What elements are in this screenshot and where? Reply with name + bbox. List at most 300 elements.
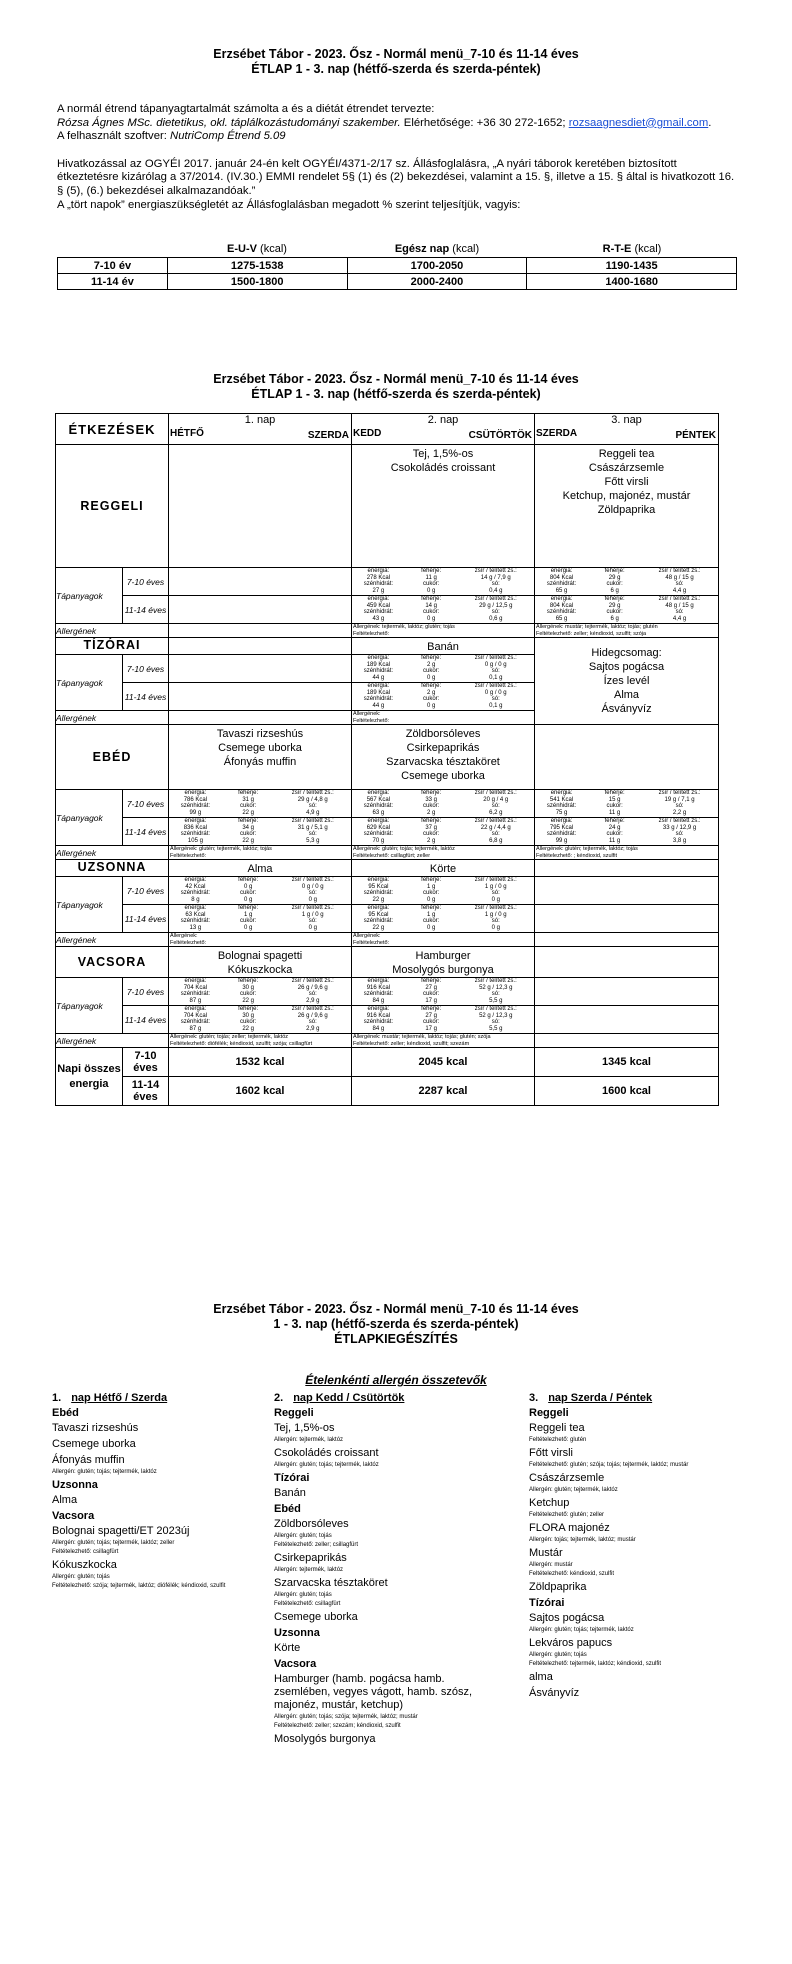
- nutrient-value: 0,1 g: [489, 674, 503, 681]
- nutrient-value: 27 g: [425, 984, 437, 991]
- allergen-line: Allergén: mustár: [529, 1562, 573, 1568]
- nutrient-value: zsír / telített zs.:: [474, 818, 517, 824]
- assumed-allergen-text: Feltételezhető: zeller; kéndioxid, szulfit; szezám: [353, 1040, 470, 1047]
- meal-row-uzsonna: [56, 860, 719, 877]
- total-kcal: 2045 kcal: [352, 1048, 535, 1077]
- nutrient-value: zsír / telített zs.:: [474, 568, 517, 574]
- nutrient-value: 105 g: [187, 837, 203, 844]
- nutrient-value: cukor:: [422, 609, 440, 616]
- dish-name: Szarvacska tésztaköret: [386, 756, 500, 768]
- nutrient-value: 916 Kcal: [366, 1012, 391, 1019]
- nutrient-row: [56, 978, 719, 1006]
- meal-heading: Uzsonna: [274, 1627, 320, 1639]
- assumed-allergen-text: Feltételezhető:: [353, 717, 390, 724]
- header-1-line1: Erzsébet Tábor - 2023. Ősz - Normál menü_7-10 és 11-14 éves: [213, 47, 579, 61]
- nutrient-value: 3,8 g: [672, 837, 687, 844]
- allergens-day2: [352, 711, 535, 725]
- nutrient-value: cukor:: [422, 831, 440, 838]
- nutrient-value: cukor:: [239, 890, 257, 897]
- nutrient-value: 0 g: [491, 896, 500, 903]
- age-label: 7-10 éves: [123, 790, 169, 818]
- allergens-day2: [352, 846, 535, 860]
- nutrient-value: zsír / telített zs.:: [474, 596, 517, 602]
- nutrient-value: 278 Kcal: [366, 574, 391, 581]
- dish-name: Bolognai spagetti: [217, 950, 303, 962]
- meal-ebed-day2: [352, 725, 535, 790]
- allergen-row: [56, 1034, 719, 1048]
- nutrient-value: zsír / telített zs.:: [474, 877, 517, 883]
- nutrient-value: zsír / telített zs.:: [291, 790, 334, 796]
- header-1: [0, 47, 792, 77]
- nutrient-value: 84 g: [372, 1025, 385, 1032]
- allergen-line: Feltételezhető: glutén; zeller: [529, 1512, 605, 1518]
- nutrient-value: cukor:: [239, 831, 257, 838]
- dish-list: [169, 947, 351, 977]
- meal-uzsonna-day2: [352, 860, 535, 877]
- nutrient-grid: [169, 978, 351, 1004]
- nutrient-value: 0 g: [308, 924, 317, 931]
- dish-name: Tej, 1,5%-os: [412, 448, 474, 460]
- nutrient-value: zsír / telített zs.:: [291, 1006, 334, 1012]
- nutrient-value: 29 g: [608, 574, 621, 581]
- nutrient-value: 0 g: [243, 924, 253, 931]
- nutrient-value: 48 g / 15 g: [665, 574, 694, 581]
- nutrient-grid: [352, 818, 534, 844]
- dish-name: Kókuszkocka: [227, 964, 293, 976]
- nutrient-value: zsír / telített zs.:: [474, 790, 517, 796]
- dish-name: Csokoládés croissant: [390, 462, 496, 474]
- nutrient-value: 20 g / 4 g: [483, 796, 509, 803]
- nutrient-value: 804 Kcal: [549, 602, 574, 609]
- nutrient-value: energia:: [367, 1006, 390, 1012]
- food-name: Mosolygós burgonya: [274, 1733, 376, 1745]
- nutrient-grid: [169, 818, 351, 844]
- nutrient-value: 916 Kcal: [366, 984, 391, 991]
- nutrient-value: fehérje:: [238, 978, 259, 984]
- dish-list: [169, 860, 351, 876]
- allergen-col-day2: [274, 1392, 494, 1746]
- nutrient-value: 11 g: [608, 837, 621, 844]
- age-label: 11-14 éves: [123, 596, 169, 624]
- nutrient-value: só:: [308, 918, 317, 925]
- nutrient-value: zsír / telített zs.:: [658, 596, 701, 602]
- total-age: 11-14 éves: [123, 1077, 169, 1106]
- total-kcal: 1532 kcal: [169, 1048, 352, 1077]
- food-name: Tavaszi rizseshús: [52, 1422, 139, 1434]
- nutrient-value: zsír / telített zs.:: [658, 790, 701, 796]
- meal-heading: Reggeli: [274, 1407, 314, 1419]
- dish-name: Zöldpaprika: [597, 504, 656, 516]
- nutrient-value: 795 Kcal: [549, 824, 574, 831]
- software-prefix: A felhasznált szoftver:: [57, 130, 171, 143]
- nutrients-day3: [535, 790, 719, 818]
- meal-row-ebed: [56, 725, 719, 790]
- age-label: 7-10 éves: [123, 978, 169, 1006]
- assumed-allergen-text: Feltételezhető:: [353, 630, 390, 637]
- nutrient-grid: [352, 596, 534, 622]
- meal-uzsonna-label: UZSONNA: [56, 860, 169, 877]
- dish-name: Zöldborsóleves: [405, 728, 481, 740]
- allergen-line: Feltételezhető: zeller; szezám; kéndioxid, szulfit: [274, 1723, 401, 1729]
- nutrient-row: [56, 905, 719, 933]
- nutrient-value: zsír / telített zs.:: [291, 978, 334, 984]
- energy-col-day: Egész nap (kcal): [394, 243, 480, 255]
- dish-list: [352, 638, 534, 654]
- meal-heading: Ebéd: [274, 1503, 301, 1515]
- nutrient-value: zsír / telített zs.:: [474, 1006, 517, 1012]
- nutrients-day2: [352, 683, 535, 711]
- nutrient-value: 6 g: [610, 615, 619, 622]
- day-title: nap Szerda / Péntek: [548, 1392, 653, 1404]
- nutrient-value: 29 g / 12,5 g: [479, 602, 513, 609]
- nutrient-value: 786 Kcal: [183, 796, 208, 803]
- header-1-line2: ÉTLAP 1 - 3. nap (hétfő-szerda és szerda-péntek): [251, 62, 541, 76]
- nutrient-value: cukor:: [606, 581, 623, 588]
- nutrient-value: zsír / telített zs.:: [474, 655, 517, 661]
- day-header: [352, 414, 535, 445]
- food-name: Csokoládés croissant: [274, 1447, 379, 1459]
- age-label: 7-10 éves: [123, 655, 169, 683]
- allergen-col-heading: [52, 1392, 272, 1404]
- nutrient-value: szénhidrát:: [546, 609, 577, 616]
- nutrient-value: 189 Kcal: [366, 689, 391, 696]
- meal-heading: Uzsonna: [52, 1479, 98, 1491]
- allergen-text: Allergének: glutén; tejtermék, laktóz; tojás: [536, 846, 638, 852]
- nutrient-value: 27 g: [372, 587, 385, 594]
- day-number: 2. nap: [427, 414, 459, 426]
- nutrient-value: cukor:: [422, 918, 440, 925]
- meal-tizorai-day1: [169, 638, 352, 655]
- dish-list: [169, 445, 351, 447]
- nutrient-value: szénhidrát:: [363, 581, 394, 588]
- nutrient-grid: [352, 790, 534, 816]
- nutrient-value: 189 Kcal: [366, 661, 391, 668]
- nutrient-value: 63 Kcal: [185, 911, 206, 918]
- allergen-line: Feltételezhető: szója; tejtermék, laktóz; diófélék; kéndioxid, szulfit: [52, 1583, 226, 1589]
- nutrient-value: 22 g: [372, 924, 385, 931]
- nutrient-value: 95 Kcal: [368, 911, 389, 918]
- nutrient-row: [56, 877, 719, 905]
- nutrient-value: szénhidrát:: [180, 991, 211, 998]
- nutrient-value: 1 g: [426, 883, 436, 890]
- allergen-text: Allergének: mustár; tejtermék, laktóz; tojás; glutén; szója: [353, 1034, 491, 1040]
- nutrient-value: fehérje:: [421, 818, 442, 824]
- nutrient-value: 6,8 g: [489, 837, 503, 844]
- day-name-b: CSÜTÖRTÖK: [468, 430, 533, 441]
- nutrient-value: fehérje:: [421, 978, 442, 984]
- header-3-line2: 1 - 3. nap (hétfő-szerda és szerda-péntek): [273, 1317, 519, 1331]
- nutrient-value: energia:: [367, 790, 390, 796]
- total-label: Napi összes energia: [56, 1048, 123, 1106]
- nutrient-value: 17 g: [425, 997, 437, 1004]
- nutrient-value: 836 Kcal: [183, 824, 208, 831]
- allergen-line: Allergén: glutén; tojás; tejtermék, laktóz: [274, 1462, 379, 1468]
- nutrient-grid: [352, 655, 534, 681]
- allergen-line: Feltételezhető: csillagfürt: [52, 1549, 119, 1555]
- header-3-line1: Erzsébet Tábor - 2023. Ősz - Normál menü_7-10 és 11-14 éves: [213, 1302, 579, 1316]
- assumed-allergen-text: Feltételezhető: diófélék; kéndioxid, szulfit; szója; csillagfürt: [170, 1040, 313, 1047]
- food-name: Banán: [274, 1487, 306, 1499]
- nutrient-value: 0 g / 0 g: [484, 689, 507, 696]
- food-name: Ásványvíz: [529, 1687, 580, 1699]
- nutrient-value: 26 g / 9,6 g: [297, 984, 328, 991]
- nutrient-value: energia:: [367, 568, 390, 574]
- nutrient-value: 30 g: [242, 984, 254, 991]
- nutrient-value: energia:: [367, 596, 390, 602]
- food-name: alma: [529, 1671, 553, 1683]
- day-title: nap Kedd / Csütörtök: [293, 1392, 405, 1404]
- allergen-text: Allergének: glutén; tojás; zeller; tejtermék, laktóz: [170, 1034, 289, 1040]
- allergen-text: Allergének: mustár; tejtermék, laktóz; tojás; glutén: [536, 624, 658, 630]
- nutrient-value: 17 g: [425, 1025, 437, 1032]
- meal-heading: Tízórai: [529, 1597, 565, 1609]
- nutrient-value: 34 g: [242, 824, 254, 831]
- nutrient-value: szénhidrát:: [363, 831, 394, 838]
- food-name: Alma: [52, 1494, 78, 1506]
- dish-name: Ásványvíz: [601, 703, 652, 715]
- nutrient-value: szénhidrát:: [180, 890, 211, 897]
- dish-name: Csemege uborka: [401, 770, 485, 782]
- nutrient-grid: [352, 877, 534, 903]
- nutrient-row: [56, 596, 719, 624]
- nutrient-value: 37 g: [425, 824, 437, 831]
- meal-tizorai-day3: [535, 638, 719, 725]
- age-label: 11-14 éves: [123, 1006, 169, 1034]
- nutrient-value: 0 g: [243, 883, 253, 890]
- nutrient-value: szénhidrát:: [546, 803, 577, 810]
- nutrient-value: 0 g: [426, 674, 436, 681]
- allergen-text: Allergének: glutén; tojás; tejtermék, laktóz: [353, 846, 455, 852]
- nutrient-value: fehérje:: [421, 596, 442, 602]
- allergen-note: [169, 933, 351, 946]
- nutrient-value: 704 Kcal: [183, 1012, 208, 1019]
- nutrient-value: 567 Kcal: [366, 796, 391, 803]
- allergens-label: Allergének: [56, 933, 169, 947]
- header-2-line1: Erzsébet Tábor - 2023. Ősz - Normál menü_7-10 és 11-14 éves: [213, 372, 579, 386]
- email-end: .: [708, 116, 712, 129]
- nutrient-value: 22 g: [242, 1025, 254, 1032]
- nutrient-value: 19 g / 7,1 g: [664, 796, 695, 803]
- day-number: 3. nap: [611, 414, 642, 426]
- meal-ebed-day3: [535, 725, 719, 790]
- nutrient-value: 22 g: [242, 837, 254, 844]
- energy-row: [58, 274, 737, 290]
- allergen-line: Allergén: tejtermék, laktóz: [274, 1567, 344, 1573]
- intro-p3: A „tört napok” energiaszükségletét az Állásfoglalásban megadott % szerint teljesítjük, vagyis:: [57, 198, 521, 211]
- meal-uzsonna-day3: [535, 860, 719, 877]
- nutrient-value: 99 g: [555, 837, 568, 844]
- nutrient-value: 22 g: [372, 896, 385, 903]
- food-name: Reggeli tea: [529, 1422, 585, 1434]
- dish-name: Ketchup, majonéz, mustár: [562, 490, 691, 502]
- dish-name: Hidegcsomag:: [591, 647, 662, 659]
- nutrient-value: só:: [491, 696, 500, 703]
- assumed-allergen-text: Feltételezhető:: [170, 852, 207, 859]
- nutrients-day1: [169, 1006, 352, 1034]
- nutrient-value: 29 g: [608, 602, 621, 609]
- nutrient-value: zsír / telített zs.:: [291, 877, 334, 883]
- food-name: Tej, 1,5%-os: [274, 1422, 335, 1434]
- meal-heading: Tízórai: [274, 1472, 310, 1484]
- nutrient-value: 0 g: [426, 615, 436, 622]
- nutrients-day2: [352, 790, 535, 818]
- nutrient-value: 459 Kcal: [366, 602, 391, 609]
- dish-list: [352, 860, 534, 876]
- nutrient-value: 11 g: [425, 574, 437, 581]
- nutrient-value: energia:: [367, 905, 390, 911]
- nutrients-day2: [352, 818, 535, 846]
- nutrient-value: fehérje:: [604, 596, 625, 602]
- nutrient-value: 87 g: [189, 1025, 202, 1032]
- food-name: Csirkepaprikás: [274, 1552, 347, 1564]
- meal-tizorai-day2: [352, 638, 535, 655]
- nutrients-day3: [535, 978, 719, 1006]
- allergen-text: Allergének:: [170, 933, 198, 939]
- age-label: 11-14 éves: [123, 818, 169, 846]
- assumed-allergen-text: Feltételezhető:: [353, 939, 390, 946]
- nutrient-value: 44 g: [372, 674, 385, 681]
- nutrients-day1: [169, 683, 352, 711]
- day-number: 1. nap: [244, 414, 276, 426]
- software-name: NutriComp Étrend 5.09: [170, 130, 286, 143]
- nutrient-value: 75 g: [555, 809, 568, 816]
- nutrients-day1: [169, 568, 352, 596]
- allergens-day3: [535, 1034, 719, 1048]
- nutrient-value: cukor:: [422, 1019, 440, 1026]
- allergen-row: [56, 933, 719, 947]
- nutrient-value: fehérje:: [238, 905, 259, 911]
- meal-vacsora-day2: [352, 947, 535, 978]
- nutrient-value: só:: [675, 609, 684, 616]
- nutrient-value: cukor:: [239, 1019, 257, 1026]
- nutrients-day2: [352, 905, 535, 933]
- allergen-line: Allergén: tojás; tejtermék, laktóz; mustár: [529, 1537, 636, 1543]
- day-num: 2.: [274, 1392, 284, 1404]
- day-name-a: SZERDA: [536, 428, 578, 439]
- meal-reggeli-day1: [169, 445, 352, 568]
- allergen-note: [352, 624, 534, 637]
- food-name: Főtt virsli: [529, 1447, 573, 1459]
- allergen-text: Allergének: glutén; tejtermék, laktóz; tojás: [170, 846, 272, 852]
- meal-vacsora-day3: [535, 947, 719, 978]
- nutrient-value: 30 g: [242, 1012, 254, 1019]
- nutrient-value: 22 g: [242, 809, 254, 816]
- nutrients-day2: [352, 568, 535, 596]
- nutrient-grid: [352, 978, 534, 1004]
- nutrient-value: 5,3 g: [306, 837, 320, 844]
- allergens-day3: [535, 846, 719, 860]
- allergen-line: Allergén: glutén; tojás: [52, 1574, 110, 1580]
- nutrient-value: fehérje:: [421, 1006, 442, 1012]
- nutrient-value: szénhidrát:: [180, 918, 211, 925]
- nutrient-value: 0,6 g: [489, 615, 503, 622]
- allergens-day1: [169, 1034, 352, 1048]
- nutrient-value: 44 g: [372, 702, 385, 709]
- allergens-day2: [352, 1034, 535, 1048]
- nutrient-grid: [535, 790, 718, 816]
- food-name: FLORA majonéz: [529, 1522, 610, 1534]
- nutrient-value: fehérje:: [238, 1006, 259, 1012]
- allergen-row: [56, 624, 719, 638]
- nutrient-value: zsír / telített zs.:: [658, 568, 701, 574]
- day-name-b: SZERDA: [307, 430, 350, 441]
- nutrient-value: só:: [491, 609, 500, 616]
- food-name: Császárzsemle: [529, 1472, 605, 1484]
- nutrient-value: energia:: [550, 596, 573, 602]
- food-name: Körte: [274, 1642, 301, 1654]
- nutrient-value: 2 g: [426, 689, 436, 696]
- nutrient-value: 1 g / 0 g: [484, 911, 507, 918]
- nutrient-value: só:: [491, 803, 500, 810]
- nutrient-value: 1 g: [426, 911, 436, 918]
- email-link[interactable]: rozsaagnesdiet@gmail.com: [568, 116, 709, 129]
- nutrients-day3: [535, 568, 719, 596]
- age-label: 11-14 éves: [123, 905, 169, 933]
- allergen-line: Allergén: glutén; tojás; tejtermék, laktóz: [52, 1469, 157, 1475]
- nutrients-day1: [169, 596, 352, 624]
- food-name: Mustár: [529, 1547, 563, 1559]
- nutrient-value: cukor:: [239, 918, 257, 925]
- nutrient-value: só:: [491, 890, 500, 897]
- allergen-line: Feltételezhető: glutén; szója; tojás; tejtermék, laktóz; mustár: [529, 1462, 689, 1468]
- planner-name: Rózsa Ágnes MSc. dietetikus, okl. táplálkozástudományi szakember.: [57, 116, 401, 129]
- meal-reggeli-label: REGGELI: [56, 445, 169, 568]
- nutrient-value: energia:: [367, 683, 390, 689]
- nutrient-value: 11 g: [608, 809, 621, 816]
- nutrient-value: fehérje:: [421, 877, 442, 883]
- nutrients-day1: [169, 655, 352, 683]
- nutrients-day2: [352, 596, 535, 624]
- day-num: 3.: [529, 1392, 539, 1404]
- nutrient-value: zsír / telített zs.:: [474, 683, 517, 689]
- energy-age: 7-10 év: [58, 258, 168, 274]
- nutrient-value: 0 g: [491, 924, 500, 931]
- menu-table: [55, 413, 719, 1106]
- day-header: [535, 414, 719, 445]
- nutrient-value: fehérje:: [421, 655, 442, 661]
- nutrient-value: fehérje:: [421, 683, 442, 689]
- allergen-line: Allergén: glutén; tojás: [274, 1533, 332, 1539]
- energy-euv: 1500-1800: [167, 274, 347, 290]
- dish-name: Ízes levél: [603, 675, 650, 687]
- allergens-day2: [352, 624, 535, 638]
- allergen-col-day3: [529, 1392, 749, 1700]
- dish-name: Főtt virsli: [604, 476, 649, 488]
- nutrients-day3: [535, 1006, 719, 1034]
- assumed-allergen-text: Feltételezhető: ; kéndioxid, szulfit: [536, 852, 618, 859]
- allergen-text: Allergének:: [353, 933, 381, 939]
- nutrient-value: szénhidrát:: [363, 609, 394, 616]
- nutrient-value: 2 g: [426, 837, 436, 844]
- nutrient-value: cukor:: [422, 890, 440, 897]
- nutrient-value: fehérje:: [421, 790, 442, 796]
- allergens-label: Allergének: [56, 624, 169, 638]
- allergen-line: Allergén: tejtermék, laktóz: [274, 1437, 344, 1443]
- food-name: Ketchup: [529, 1497, 570, 1509]
- nutrient-grid: [352, 905, 534, 931]
- nutrient-value: 22 g: [242, 997, 254, 1004]
- nutrients-day1: [169, 877, 352, 905]
- dish-name: Csirkepaprikás: [406, 742, 480, 754]
- nutrient-value: energia:: [550, 790, 573, 796]
- allergen-col-day1: [52, 1392, 272, 1590]
- nutrient-value: 0 g: [308, 896, 317, 903]
- dish-list: [352, 725, 534, 783]
- day-name-a: KEDD: [353, 428, 382, 439]
- nutrient-value: 0 g / 0 g: [301, 883, 324, 890]
- nutrient-row: [56, 1006, 719, 1034]
- nutrient-row: [56, 790, 719, 818]
